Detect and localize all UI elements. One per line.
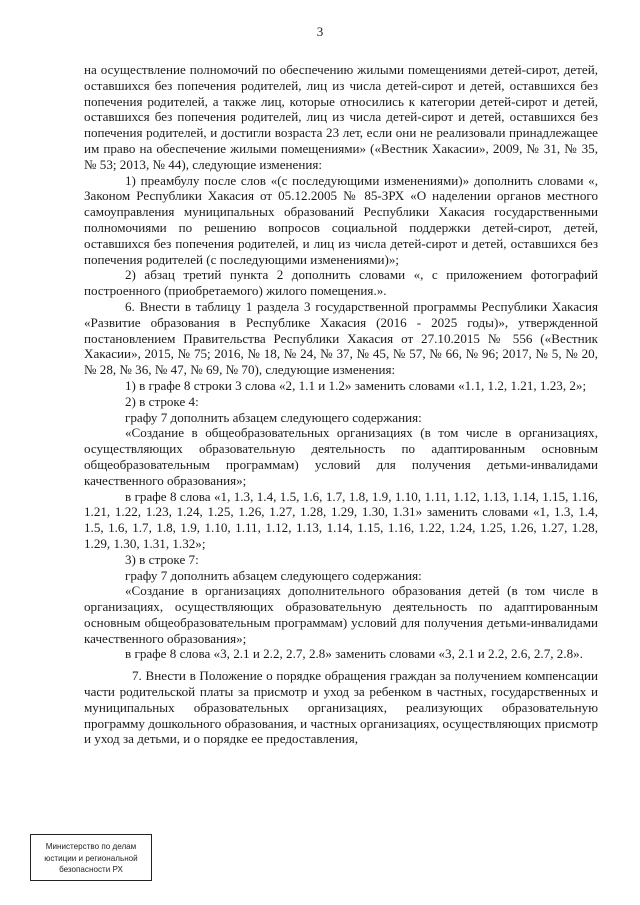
paragraph-row-7-quote: «Создание в организациях дополнительного образования детей (в том числе в организациях, осуществляющих образовательную деятельность по адаптированным основным общеобразовательным программам) условий для получения детьми-инвалидами качественного образования»; — [84, 583, 598, 646]
stamp-line: юстиции и региональной — [44, 853, 138, 863]
paragraph-section-6: 6. Внести в таблицу 1 раздела 3 государственной программы Республики Хакасия «Развитие образования в Республике Хакасия (2016 - 2025 годы)», утвержденной постановлением Правительства Республики Хакасия от 27.10.2015 № 556 («Вестник Хакасии», 2015, № 75; 2016, № 18, № 24, № 37, № 45, № 57, № 66, № 96; 2017, № 5, № 20, № 28, № 36, № 47, № 69, № 70), следующие изменения: — [84, 298, 598, 378]
paragraph-continuation: на осуществление полномочий по обеспечению жилыми помещениями детей-сирот, детей, оставшихся без попечения родителей, лиц из числа детей-сирот и детей, оставшихся без попечения родителей, а также лиц, которые относились к категории детей-сирот и детей, оставшихся без попечения родителей, лиц из числа детей-сирот и детей, оставшихся без попечения родителей, и достигли возраста 23 лет, если они не реализовали принадлежащее им право на обеспечение жилыми помещениями» («Вестник Хакасии», 2009, № 31, № 35, № 53; 2013, № 44), следующие изменения: — [84, 62, 598, 172]
paragraph-row-7-heading: 3) в строке 7: — [125, 551, 199, 567]
paragraph-section-7: 7. Внести в Положение о порядке обращения граждан за получением компенсации части родительской платы за присмотр и уход за ребенком в частных, государственных и муниципальных образовательных организациях, реализующих образовательную программу дошкольного образования, и частных организациях, осуществляющих присмотр и уход за детьми, и о порядке ее предоставления, — [84, 668, 598, 747]
paragraph-row-4-heading: 2) в строке 4: — [125, 393, 199, 409]
page-number: 3 — [316, 24, 324, 39]
paragraph-row-4-column-7: графу 7 дополнить абзацем следующего содержания: — [125, 409, 422, 425]
paragraph-row-4-quote: «Создание в общеобразовательных организациях (в том числе в организациях, осуществляющих образовательную деятельность по адаптированным основным общеобразовательным программам) условий для получения детьми-инвалидами качественного образования»; — [84, 425, 598, 488]
paragraph-item-1-preamble: 1) преамбулу после слов «(с последующими изменениями)» дополнить словами «, Законом Республики Хакасия от 05.12.2005 № 85-ЗРХ «О наделении органов местного самоуправления муниципальных образований Республики Хакасия государственными полномочиями по решению вопросов социальной поддержки детей-сирот, детей, оставшихся без попечения родителей, и лиц из числа детей-сирот и детей, оставшихся без попечения родителей (с последующими изменениями)»; — [84, 172, 598, 267]
paragraph-row-7-column-7: графу 7 дополнить абзацем следующего содержания: — [125, 567, 422, 583]
paragraph-item-2-abzac: 2) абзац третий пункта 2 дополнить словами «, с приложением фотографий построенного (приобретаемого) жилого помещения.». — [84, 267, 598, 299]
ministry-stamp — [30, 834, 152, 881]
document-body — [84, 62, 598, 747]
stamp-line: безопасности РХ — [59, 865, 123, 874]
stamp-line: Министерство по делам — [45, 842, 137, 851]
paragraph-row-3: 1) в графе 8 строки 3 слова «2, 1.1 и 1.2» заменить словами «1.1, 1.2, 1.21, 1.23, 2»; — [125, 377, 587, 393]
paragraph-row-7-column-8: в графе 8 слова «3, 2.1 и 2.2, 2.7, 2.8» заменить словами «3, 2.1 и 2.2, 2.6, 2.7, 2.8». — [125, 646, 583, 662]
paragraph-row-4-column-8: в графе 8 слова «1, 1.3, 1.4, 1.5, 1.6, 1.7, 1.8, 1.9, 1.10, 1.11, 1.12, 1.13, 1.14, 1.15, 1.16, 1.21, 1.22, 1.23, 1.24, 1.25, 1.26, 1.27, 1.28, 1.29, 1.30, 1.31» заменить словами «1, 1.3, 1.4, 1.5, 1.6, 1.7, 1.8, 1.9, 1.10, 1.11, 1.12, 1.13, 1.14, 1.15, 1.16, 1.22, 1.24, 1.25, 1.26, 1.27, 1.28, 1.29, 1.30, 1.31, 1.32»; — [84, 488, 598, 551]
